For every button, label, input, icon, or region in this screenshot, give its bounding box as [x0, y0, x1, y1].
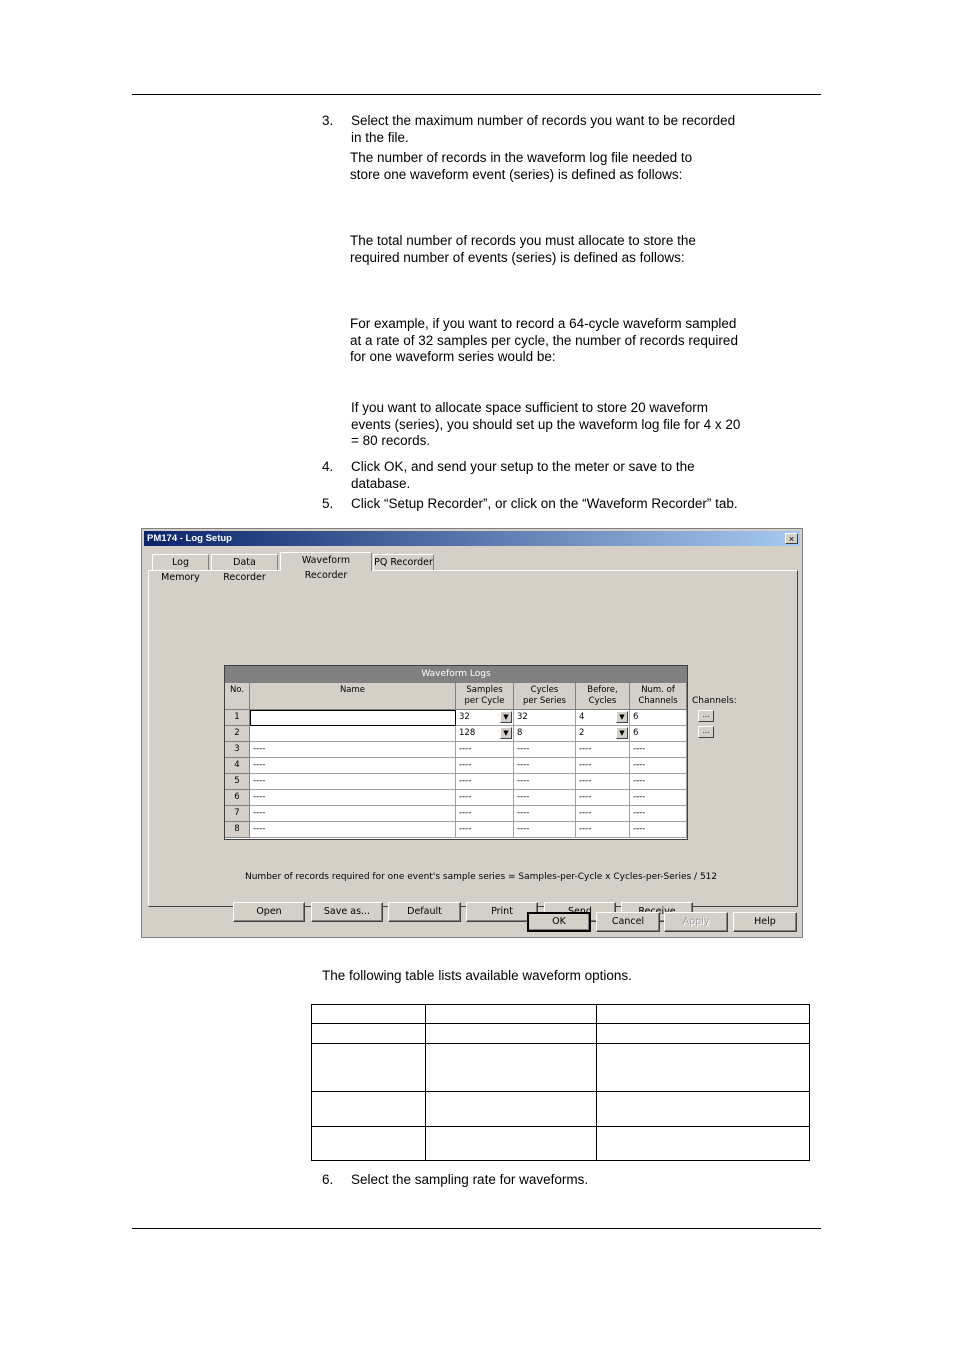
table-cell [597, 1127, 810, 1161]
chevron-down-icon[interactable]: ▼ [500, 711, 512, 723]
log-setup-dialog [141, 528, 803, 938]
step-3-text: Select the maximum number of records you want to be recorded in the file. [351, 113, 736, 145]
header-samples-per-cycle: Samples per Cycle [456, 683, 514, 710]
waveform-options-intro: The following table lists available waveform options. [322, 968, 632, 983]
dialog-title: PM174 - Log Setup [147, 533, 232, 544]
table-row [312, 1024, 810, 1044]
table-cell [312, 1044, 426, 1092]
header-rule [132, 94, 821, 95]
name-input[interactable] [250, 726, 456, 742]
name-cell[interactable]: ---- [250, 742, 456, 758]
waveform-options-table [311, 1004, 810, 1161]
samples-cell[interactable]: ---- [456, 774, 514, 790]
row-number: 1 [225, 710, 250, 726]
row-number: 4 [225, 758, 250, 774]
cycles-cell[interactable]: ---- [514, 790, 576, 806]
step-4-text: Click OK, and send your setup to the meter or save to the database. [351, 459, 695, 491]
tab-log-memory[interactable]: Log Memory [152, 554, 209, 570]
samples-cell[interactable]: ---- [456, 806, 514, 822]
before-cycles-select[interactable]: 2 ▼ [576, 726, 630, 742]
table-cell [426, 1044, 597, 1092]
save-as-button[interactable]: Save as... [311, 902, 383, 922]
grid-title: Waveform Logs [225, 666, 687, 683]
num-channels-value[interactable]: 6 [630, 726, 687, 742]
step-6-text: Select the sampling rate for waveforms. [351, 1172, 589, 1187]
table-cell [597, 1092, 810, 1127]
records-formula-text: Number of records required for one event's sample series = Samples-per-Cycle x Cycles-per-Series / 512 [245, 872, 718, 882]
channels-label: Channels: [692, 696, 737, 706]
step-5-text: Click “Setup Recorder”, or click on the “Waveform Recorder” tab. [351, 496, 738, 511]
table-cell [426, 1127, 597, 1161]
samples-cell[interactable]: ---- [456, 758, 514, 774]
num-channels-value[interactable]: 6 [630, 710, 687, 726]
before-cell[interactable]: ---- [576, 822, 630, 838]
before-cell[interactable]: ---- [576, 742, 630, 758]
chevron-down-icon[interactable]: ▼ [616, 711, 628, 723]
table-cell [312, 1024, 426, 1044]
header-num-channels: Num. of Channels [630, 683, 687, 710]
header-name: Name [250, 683, 456, 710]
table-cell [312, 1005, 426, 1024]
row-number: 2 [225, 726, 250, 742]
tab-waveform-recorder[interactable]: Waveform Recorder [280, 552, 372, 571]
cycles-per-series-input[interactable]: 8 [514, 726, 576, 742]
before-cell[interactable]: ---- [576, 790, 630, 806]
samples-per-cycle-select[interactable]: 32 ▼ [456, 710, 514, 726]
cycles-cell[interactable]: ---- [514, 758, 576, 774]
cycles-cell[interactable]: ---- [514, 742, 576, 758]
table-cell [597, 1005, 810, 1024]
close-icon[interactable]: × [785, 533, 798, 544]
waveform-logs-grid [224, 665, 688, 840]
channels-cell[interactable]: ---- [630, 790, 687, 806]
row-number: 3 [225, 742, 250, 758]
row-number: 8 [225, 822, 250, 838]
header-cycles-per-series: Cycles per Series [514, 683, 576, 710]
step-3-number: 3. [322, 113, 334, 128]
before-cell[interactable]: ---- [576, 806, 630, 822]
table-cell [312, 1092, 426, 1127]
tab-panel [148, 570, 798, 917]
example-paragraph: For example, if you want to record a 64-cycle waveform sampled at a rate of 32 samples per cycle, the number of records required for one waveform series would be: [350, 316, 738, 364]
before-cell[interactable]: ---- [576, 758, 630, 774]
name-cell[interactable]: ---- [250, 790, 456, 806]
step-4-number: 4. [322, 459, 334, 474]
chevron-down-icon[interactable]: ▼ [616, 727, 628, 739]
table-cell [426, 1024, 597, 1044]
total-records-paragraph: The total number of records you must allocate to store the required number of events (series) is defined as follows: [350, 233, 696, 265]
channels-cell[interactable]: ---- [630, 742, 687, 758]
channels-cell[interactable]: ---- [630, 758, 687, 774]
channels-cell[interactable]: ---- [630, 822, 687, 838]
channels-cell[interactable]: ---- [630, 774, 687, 790]
table-cell [426, 1092, 597, 1127]
table-cell [426, 1005, 597, 1024]
header-before-cycles: Before, Cycles [576, 683, 630, 710]
name-cell[interactable]: ---- [250, 822, 456, 838]
before-cycles-select[interactable]: 4 ▼ [576, 710, 630, 726]
cycles-per-series-input[interactable]: 32 [514, 710, 576, 726]
name-input[interactable] [250, 710, 456, 726]
table-cell [597, 1024, 810, 1044]
table-cell [312, 1127, 426, 1161]
apply-button[interactable]: Apply [664, 912, 728, 932]
samples-per-cycle-select[interactable]: 128 ▼ [456, 726, 514, 742]
cycles-cell[interactable]: ---- [514, 806, 576, 822]
channels-cell[interactable]: ---- [630, 806, 687, 822]
name-cell[interactable]: ---- [250, 758, 456, 774]
cancel-button[interactable]: Cancel [596, 912, 660, 932]
channels-button-row-2[interactable]: ... [698, 726, 714, 738]
cycles-cell[interactable]: ---- [514, 774, 576, 790]
records-per-event-paragraph: The number of records in the waveform log file needed to store one waveform event (series) is defined as follows: [350, 150, 693, 182]
header-no: No. [225, 683, 250, 710]
table-row [312, 1044, 810, 1092]
dialog-titlebar [144, 531, 800, 546]
table-row [312, 1127, 810, 1161]
table-row [312, 1092, 810, 1127]
footer-rule [132, 1228, 821, 1229]
row-number: 7 [225, 806, 250, 822]
before-cell[interactable]: ---- [576, 774, 630, 790]
cycles-cell[interactable]: ---- [514, 822, 576, 838]
samples-cell[interactable]: ---- [456, 790, 514, 806]
open-button[interactable]: Open [233, 902, 305, 922]
help-button[interactable]: Help [733, 912, 797, 932]
step-5-number: 5. [322, 496, 334, 511]
step-6-number: 6. [322, 1172, 334, 1187]
row-number: 5 [225, 774, 250, 790]
samples-cell[interactable]: ---- [456, 822, 514, 838]
tab-data-recorder[interactable]: Data Recorder [211, 554, 278, 570]
samples-cell[interactable]: ---- [456, 742, 514, 758]
tab-pq-recorder[interactable]: PQ Recorder [373, 554, 434, 570]
table-cell [597, 1044, 810, 1092]
default-button[interactable]: Default [388, 902, 461, 922]
table-row [312, 1005, 810, 1024]
name-cell[interactable]: ---- [250, 774, 456, 790]
allocation-paragraph: If you want to allocate space sufficient to store 20 waveform events (series), you should set up the waveform log file for 4 x 20 = 80 records. [351, 400, 741, 448]
print-button[interactable]: Print [466, 902, 538, 922]
channels-button-row-1[interactable]: ... [698, 710, 714, 722]
chevron-down-icon[interactable]: ▼ [500, 727, 512, 739]
name-cell[interactable]: ---- [250, 806, 456, 822]
ok-button[interactable]: OK [527, 912, 591, 932]
row-number: 6 [225, 790, 250, 806]
